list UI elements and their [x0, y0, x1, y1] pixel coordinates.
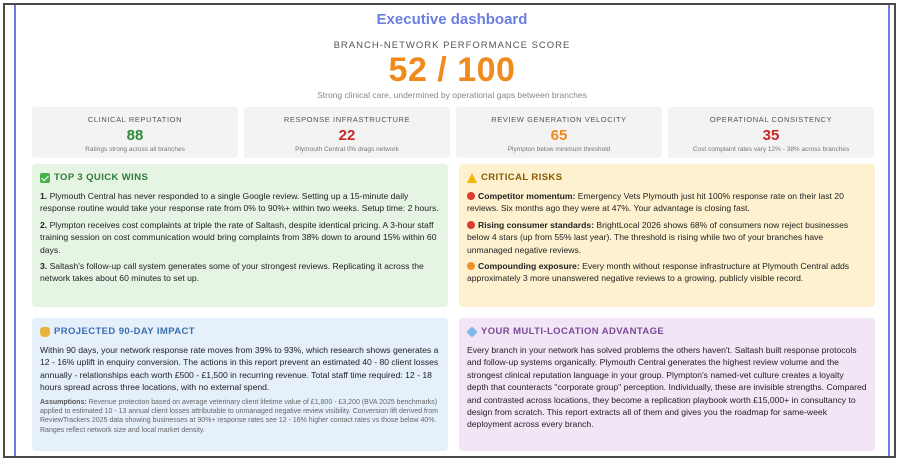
risk-item: [467, 260, 867, 285]
metric-review-velocity: [456, 107, 662, 158]
metric-label: OPERATIONAL CONSISTENCY: [709, 115, 833, 124]
metric-label: CLINICAL REPUTATION: [87, 115, 183, 124]
score-subtitle: Strong clinical care, undermined by operational gaps between branches: [317, 90, 587, 100]
metric-note: Plympton below minimum threshold: [507, 146, 611, 153]
metric-label: REVIEW GENERATION VELOCITY: [491, 115, 627, 124]
projected-impact-card: [32, 318, 448, 451]
risk-item: [467, 219, 867, 256]
assumptions-label: Assumptions:: [40, 398, 87, 406]
risk-item: [467, 190, 867, 215]
impact-assumptions: [40, 398, 440, 436]
check-icon: [40, 173, 50, 183]
metric-value: 88: [126, 127, 144, 144]
metrics-row: [32, 107, 874, 158]
metric-note: Ratings strong across all branches: [85, 146, 185, 153]
quick-win-item: [40, 190, 440, 215]
gem-icon: [466, 326, 477, 337]
quick-win-item: [40, 219, 440, 256]
item-text: Saltash's follow-up call system generates some of your strongest reviews. Replicating it across the network takes about 60 minutes to set up.: [40, 261, 424, 284]
item-text: Plympton receives cost complaints at triple the rate of Saltash, despite identical pricing. A 3-hour staff training session on cost communication would bring complaints from 38% down to around 15% within 60 days.: [40, 219, 437, 255]
risk-text: BrightLocal 2026 shows 68% of consumers now reject businesses below 4 stars (up from 55% last year). The threshold is rising while two of your branches have unmanaged negative reviews.: [467, 219, 849, 255]
risk-label: Competitor momentum:: [478, 190, 576, 201]
red-dot-icon: [467, 221, 475, 229]
metric-label: RESPONSE INFRASTRUCTURE: [283, 115, 411, 124]
metric-value: 22: [338, 127, 356, 144]
item-number: 2.: [40, 219, 48, 230]
page-title: Executive dashboard: [376, 11, 528, 28]
metric-note: Cost complaint rates vary 12% - 38% across branches: [692, 146, 850, 153]
projected-impact-heading: [40, 325, 440, 339]
metric-operational-consistency: [668, 107, 874, 158]
score-label: BRANCH-NETWORK PERFORMANCE SCORE: [333, 40, 571, 51]
advantage-title: YOUR MULTI-LOCATION ADVANTAGE: [481, 326, 665, 337]
quick-wins-heading: [40, 171, 440, 185]
metric-clinical-reputation: [32, 107, 238, 158]
metric-value: 65: [550, 127, 568, 144]
red-dot-icon: [467, 192, 475, 200]
risk-label: Compounding exposure:: [478, 261, 580, 272]
assumptions-text: Revenue protection based on average veterinary client lifetime value of £1,800 - £3,200 (BVA 2025 benchmarks) applied to estimated 10 - 13 annual client losses attributable to unmanaged negative review visibility. Conversion lift derived from ReviewTrackers 2025 data showing businesses at 90%+ response rates see 12 - 16% higher contact rates vs those below 40%. Ranges reflect network size and local market density.: [40, 398, 438, 434]
critical-risks-card: [459, 164, 875, 307]
impact-body: Within 90 days, your network response rate moves from 39% to 93%, which research shows generates a 12 - 16% uplift in enquiry conversion. The actions in this report prevent an estimated 40 - 80 client losses annually - relationships each worth £500 - £1,500 in recurring revenue. Total staff time required: 12 - 18 hours spread across three locations, with no external spend.: [40, 344, 439, 393]
warning-icon: [467, 173, 477, 183]
dashboard-panel: [14, 5, 890, 456]
critical-risks-title: CRITICAL RISKS: [481, 172, 563, 183]
critical-risks-heading: [467, 171, 867, 185]
dashboard-frame: [3, 3, 896, 458]
advantage-heading: [467, 325, 867, 339]
quick-wins-card: [32, 164, 448, 307]
metric-response-infrastructure: [244, 107, 450, 158]
projected-impact-title: PROJECTED 90-DAY IMPACT: [54, 326, 195, 337]
risk-label: Rising consumer standards:: [478, 219, 595, 230]
orange-dot-icon: [467, 262, 475, 270]
overall-score: 52 / 100: [388, 51, 516, 89]
item-number: 1.: [40, 190, 48, 201]
quick-wins-title: TOP 3 QUICK WINS: [54, 172, 149, 183]
item-text: Plymouth Central has never responded to a single Google review. Setting up a 15-minute daily response routine would take your response rate from 0% to 90%+ within two weeks. Setup time: 2 hours.: [40, 190, 439, 214]
item-number: 3.: [40, 261, 48, 272]
metric-value: 35: [762, 127, 780, 144]
advantage-body: Every branch in your network has solved problems the others haven't. Saltash built response protocols and follow-up systems organically. Plymouth Central generates the highest review volume and the strongest clinical reputation language in your group. Plympton's named-vet culture creates a loyalty depth that counteracts "corporate group" perception. Individually, these are invisible strengths. Compared and contrasted across locations, they become a replication playbook worth £15,000+ in consultancy to design from scratch. This report extracts all of them and gives you the roadmap for same-week deployment across every branch.: [467, 344, 867, 430]
multi-location-advantage-card: [459, 318, 875, 451]
money-bag-icon: [40, 327, 50, 337]
quick-win-item: [40, 260, 440, 285]
risk-text: Emergency Vets Plymouth just hit 100% response rate on their last 20 reviews. Six months ago they were at 47%. Your advantage is closing fast.: [467, 190, 844, 214]
risk-text: Every month without response infrastructure at Plymouth Central adds approximately 3 more unanswered negative reviews to a growing, publicly visible record.: [467, 261, 850, 284]
metric-note: Plymouth Central 0% drags network: [295, 146, 399, 153]
